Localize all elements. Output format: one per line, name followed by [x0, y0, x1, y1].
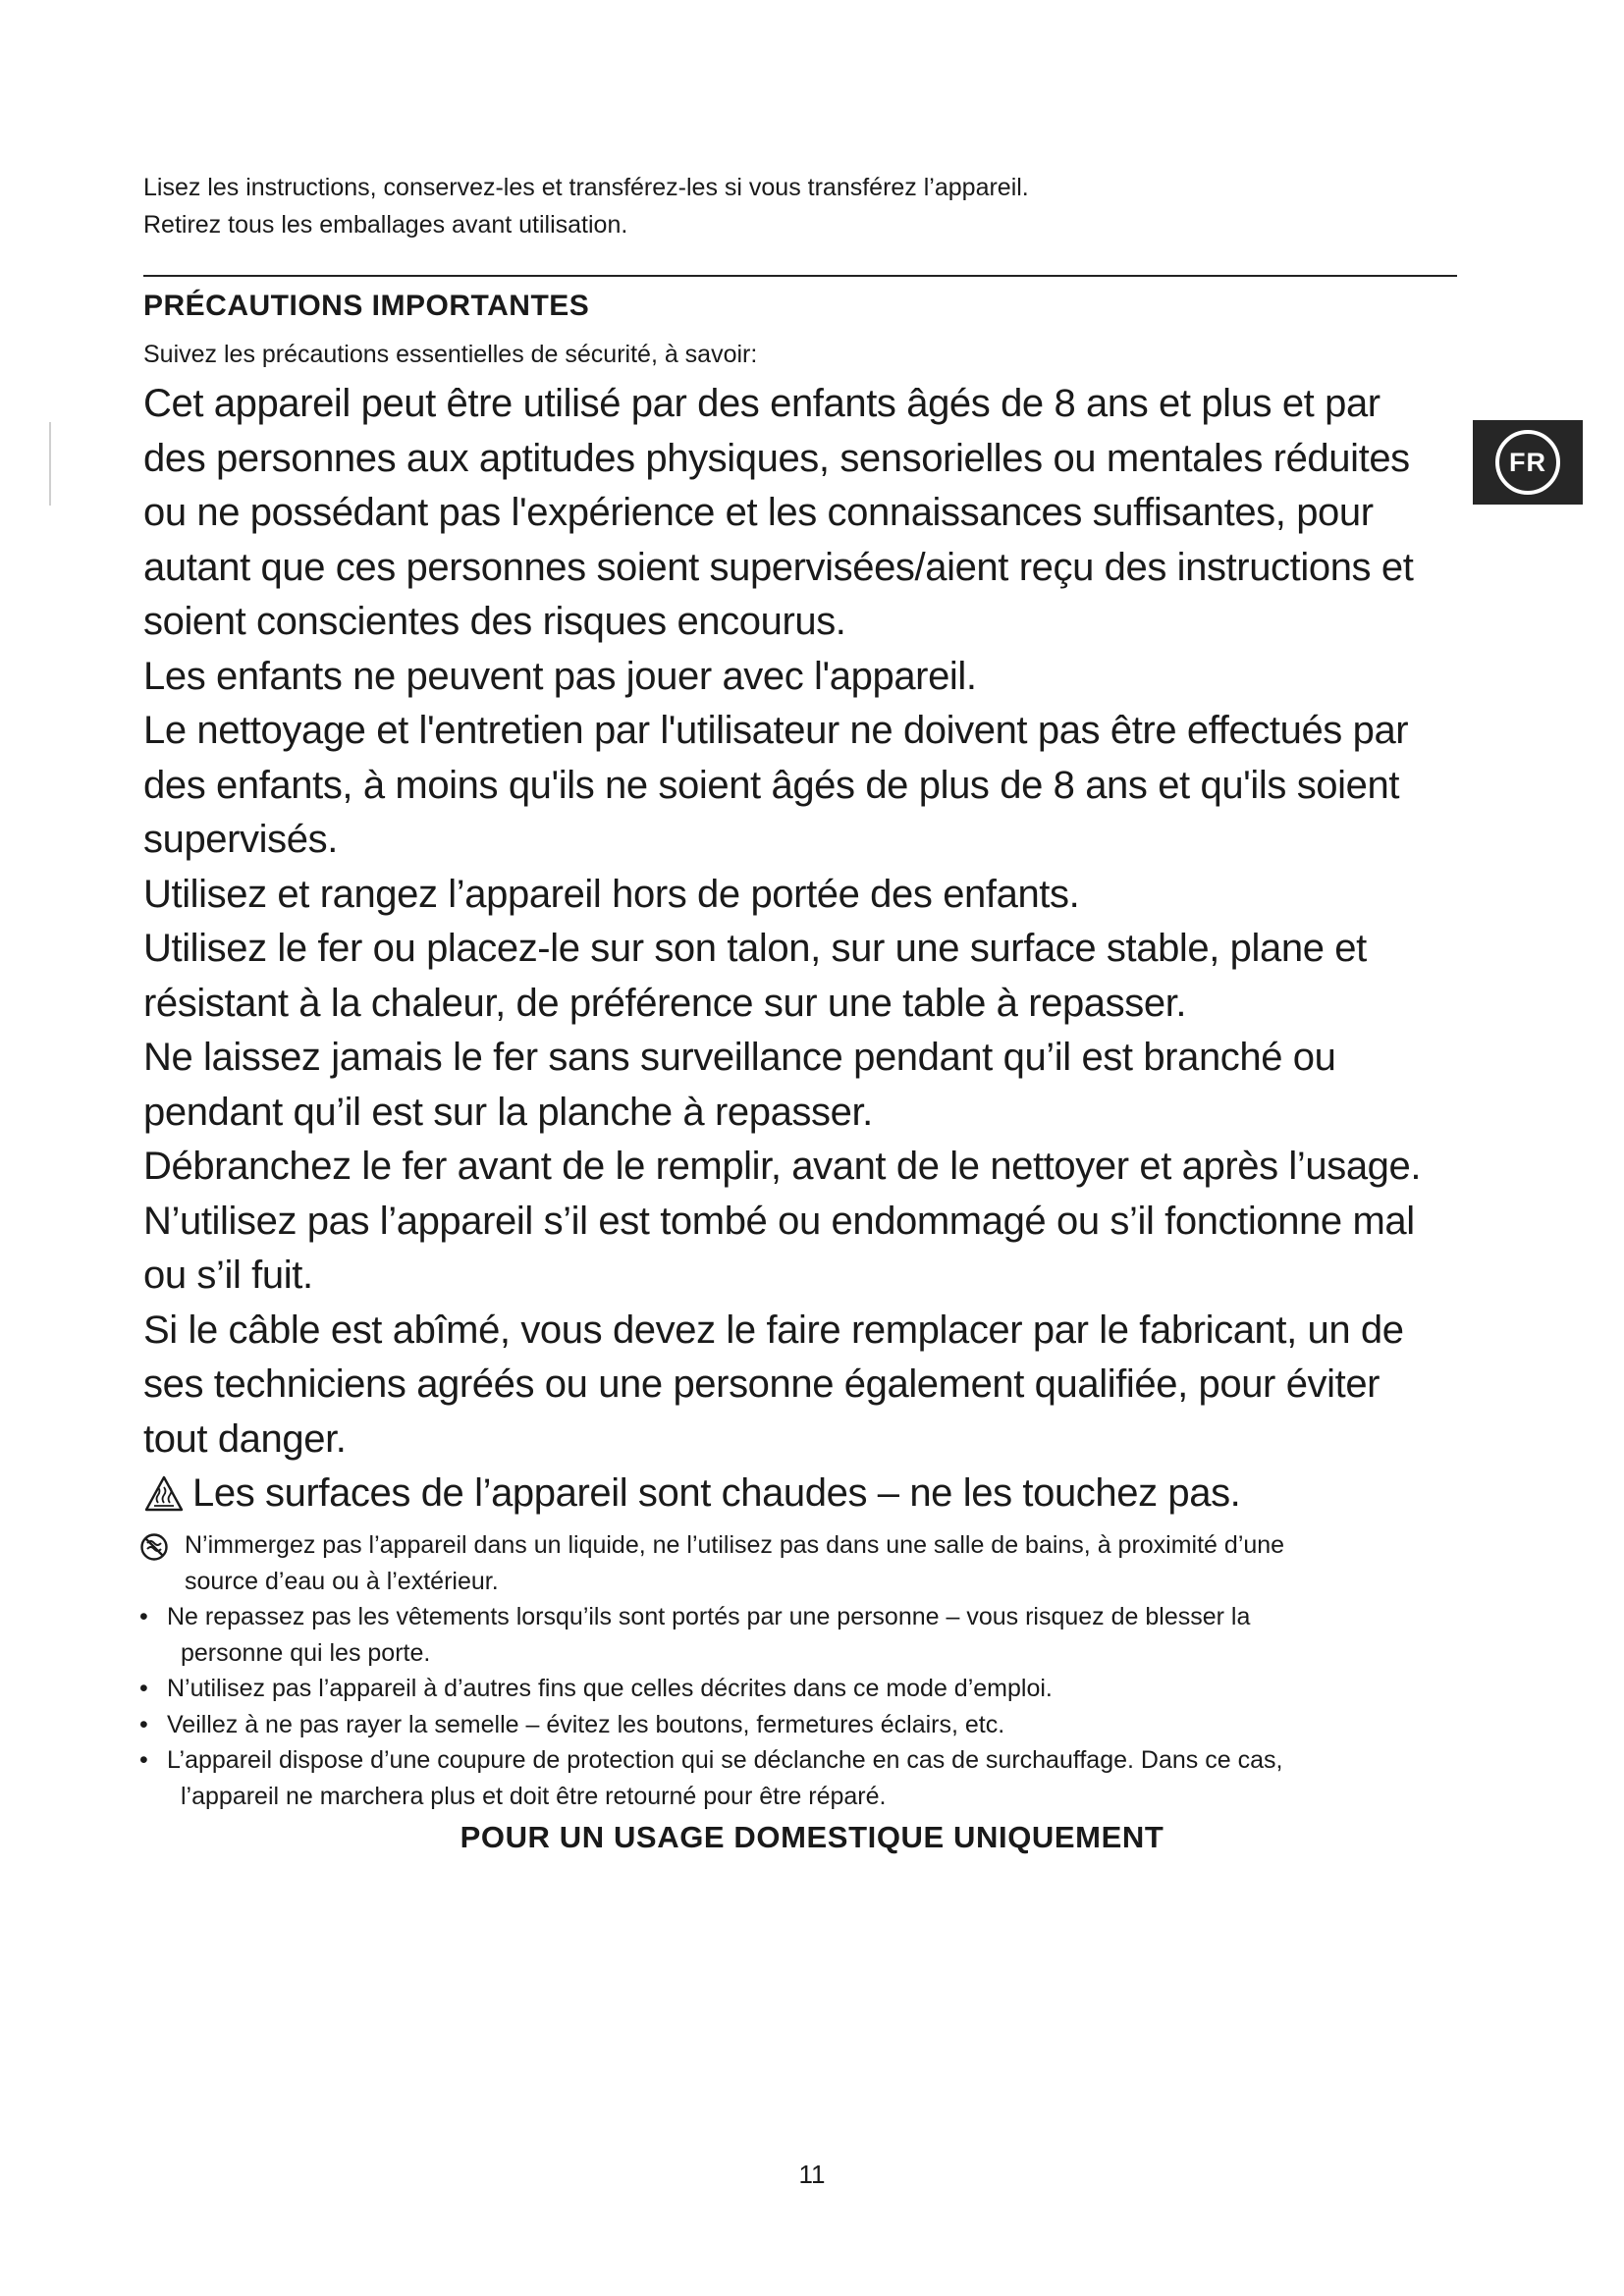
list-item	[139, 1742, 1475, 1779]
safety-line: N’utilisez pas l’appareil s’il est tombé ou endommagé ou s’il fonctionne mal	[143, 1199, 1415, 1243]
intro-line: Retirez tous les emballages avant utilisation.	[143, 211, 628, 239]
precautions-title: PRÉCAUTIONS IMPORTANTES	[143, 290, 590, 322]
safety-line: Les enfants ne peuvent pas jouer avec l'appareil.	[143, 654, 977, 698]
bullet-mark: •	[139, 1603, 148, 1630]
list-item-continuation	[139, 1779, 1475, 1815]
list-item	[139, 1671, 1475, 1707]
continuation-text: source d’eau ou à l’extérieur.	[185, 1567, 499, 1595]
continuation-text: personne qui les porte.	[181, 1638, 431, 1667]
safety-line: ses techniciens agréés ou une personne également qualifiée, pour éviter	[143, 1362, 1380, 1406]
language-badge-label: FR	[1495, 430, 1560, 495]
intro-line: Lisez les instructions, conservez-les et transférez-les si vous transférez l’appareil.	[143, 174, 1029, 201]
safety-line: Cet appareil peut être utilisé par des enfants âgés de 8 ans et plus et par	[143, 382, 1380, 425]
domestic-use-notice: POUR UN USAGE DOMESTIQUE UNIQUEMENT	[460, 1820, 1164, 1854]
bullet-mark: •	[139, 1746, 148, 1774]
no-immersion-line: N’immergez pas l’appareil dans un liquide, ne l’utilisez pas dans une salle de bains, à proximité d’une	[185, 1531, 1285, 1559]
safety-line: pendant qu’il est sur la planche à repasser.	[143, 1090, 873, 1134]
list-item-text: N’utilisez pas l’appareil à d’autres fins que celles décrites dans ce mode d’emploi.	[167, 1675, 1053, 1702]
section-divider	[143, 275, 1457, 277]
no-immersion-mark	[139, 1527, 185, 1564]
continuation-text: l’appareil ne marchera plus et doit être retourné pour être réparé.	[181, 1782, 887, 1810]
list-item-text: Veillez à ne pas rayer la semelle – évitez les boutons, fermetures éclairs, etc.	[167, 1710, 1005, 1738]
no-immersion-continuation	[139, 1564, 1475, 1600]
safety-line: Utilisez le fer ou placez-le sur son talon, sur une surface stable, plane et	[143, 927, 1367, 970]
list-item	[139, 1599, 1475, 1635]
safety-line: Débranchez le fer avant de le remplir, avant de le nettoyer et après l’usage.	[143, 1145, 1422, 1188]
no-immersion-icon	[139, 1532, 169, 1562]
safety-line: ou s’il fuit.	[143, 1254, 313, 1297]
precautions-subtitle: Suivez les précautions essentielles de sécurité, à savoir:	[143, 341, 758, 368]
safety-line: des enfants, à moins qu'ils ne soient âgés de plus de 8 ans et qu'ils soient	[143, 763, 1400, 807]
safety-line: résistant à la chaleur, de préférence sur une table à repasser.	[143, 981, 1187, 1025]
safety-line: tout danger.	[143, 1416, 347, 1461]
list-item-text: L’appareil dispose d’une coupure de protection qui se déclanche en cas de surchauffage. Dans ce cas,	[167, 1746, 1283, 1774]
hot-surface-warning	[143, 1467, 1508, 1522]
safety-line: des personnes aux aptitudes physiques, sensorielles ou mentales réduites	[143, 436, 1410, 480]
bullet-mark: •	[139, 1710, 148, 1738]
safety-line: Ne laissez jamais le fer sans surveillance pendant qu’il est branché ou	[143, 1036, 1336, 1079]
safety-line: supervisés.	[143, 818, 338, 861]
list-item	[139, 1707, 1475, 1743]
list-item-continuation	[139, 1635, 1475, 1672]
safety-line: Le nettoyage et l'entretien par l'utilisateur ne doivent pas être effectués par	[143, 709, 1409, 752]
bullet-mark: •	[139, 1675, 148, 1702]
safety-line: Utilisez et rangez l’appareil hors de portée des enfants.	[143, 872, 1080, 916]
safety-text-small	[139, 1527, 1475, 1814]
hot-surface-warning-text: Les surfaces de l’appareil sont chaudes – ne les touchez pas.	[192, 1471, 1241, 1515]
safety-line: Si le câble est abîmé, vous devez le faire remplacer par le fabricant, un de	[143, 1308, 1404, 1352]
no-immersion-item	[139, 1527, 1475, 1564]
safety-line: ou ne possédant pas l'expérience et les connaissances suffisantes, pour	[143, 491, 1374, 534]
hot-surface-warning-icon	[143, 1474, 185, 1514]
safety-line: autant que ces personnes soient supervisées/aient reçu des instructions et	[143, 545, 1414, 589]
intro-text	[143, 169, 1459, 243]
safety-text-large	[143, 377, 1508, 1522]
safety-line: soient conscientes des risques encourus.	[143, 600, 846, 643]
list-item-text: Ne repassez pas les vêtements lorsqu’ils sont portés par une personne – vous risquez de blesser la	[167, 1603, 1251, 1630]
page-number: 11	[798, 2160, 826, 2189]
margin-mark	[49, 422, 51, 506]
